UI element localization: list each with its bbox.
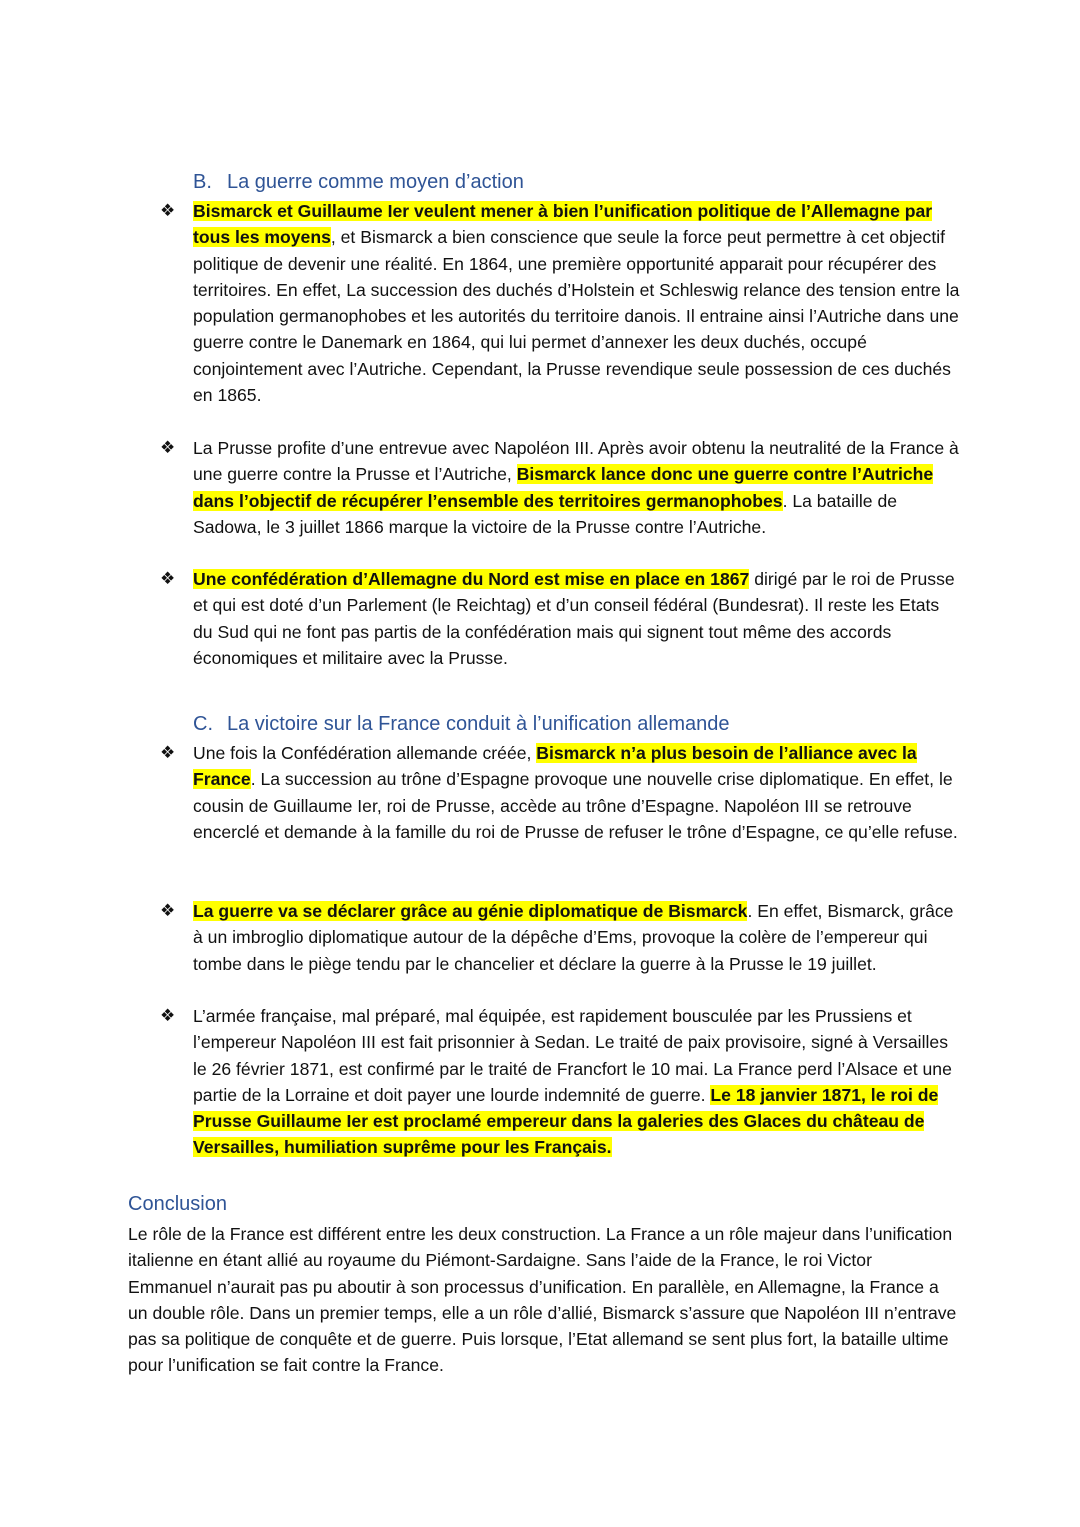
- diamond-bullet-icon: ❖: [160, 569, 176, 588]
- bullet-text: [193, 566, 960, 671]
- body-text: Une fois la Confédération allemande créée,: [193, 743, 537, 763]
- body-text: L’armée française, mal préparé, mal équipée, est rapidement bousculée par les Prussiens et l’empereur Napoléon III est fait prisonnier à Sedan. Le traité de paix provisoire, signé à Versailles le 26 février 1871, est confirmé par le traité de Francfort le 10 mai. La France perd l’Alsace et une partie de la Lorraine et doit payer une lourde indemnité de guerre.: [193, 1006, 952, 1105]
- bullet-item: [160, 566, 960, 671]
- conclusion-paragraph: Le rôle de la France est différent entre les deux construction. La France a un rôle majeur dans l’unification italienne en étant allié au royaume du Piémont-Sardaigne. Sans l’aide de la France, le roi Victor Emmanuel n’aurait pas pu aboutir à son processus d’unification. En parallèle, en Allemagne, la France a un double rôle. Dans un premier temps, elle a un rôle d’allié, Bismarck s’assure que Napoléon III n’entrave pas sa politique de conquête et de guerre. Puis lorsque, l’Etat allemand se sent plus fort, la bataille ultime pour l’unification se fait contre la France.: [128, 1224, 957, 1376]
- bullet-text: [193, 898, 960, 977]
- highlighted-text: Le 18 janvier 1871, le roi de Prusse Guillaume Ier est proclamé empereur dans la galeries des Glaces du château de Versailles, humiliation suprême pour les Français.: [193, 1084, 939, 1158]
- highlighted-text: Une confédération d’Allemagne du Nord est mise en place en 1867: [193, 569, 750, 589]
- bullet-text: [193, 198, 960, 408]
- conclusion-heading: Conclusion: [128, 1193, 227, 1215]
- diamond-bullet-icon: ❖: [160, 438, 176, 457]
- bullet-item: [160, 898, 960, 977]
- section-c-heading: [193, 713, 730, 736]
- diamond-bullet-icon: ❖: [160, 201, 176, 220]
- body-text: . La bataille de Sadowa, le 3 juillet 1866 marque la victoire de la Prusse contre l’Autriche.: [193, 490, 898, 537]
- section-b-title: La guerre comme moyen d’action: [227, 171, 524, 193]
- section-c-letter: C.: [193, 713, 213, 735]
- bullet-text: [193, 1003, 960, 1161]
- bullet-item: [160, 740, 960, 845]
- diamond-bullet-icon: ❖: [160, 1006, 176, 1025]
- highlighted-text: Bismarck et Guillaume Ier veulent mener à bien l’unification politique de l’Allemagne par tous les moyens: [193, 201, 933, 248]
- diamond-bullet-icon: ❖: [160, 901, 176, 920]
- bullet-text: [193, 740, 960, 845]
- diamond-bullet-icon: ❖: [160, 743, 176, 762]
- highlighted-text: Bismarck lance donc une guerre contre l’Autriche dans l’objectif de récupérer l’ensemble des territoires germanophobes: [193, 464, 934, 511]
- bullet-text: [193, 435, 960, 540]
- bullet-item: [160, 1003, 960, 1161]
- body-text: . En effet, Bismarck, grâce à un imbroglio diplomatique autour de la dépêche d’Ems, provoque la colère de l’empereur qui tombe dans le piège tendu par le chancelier et déclare la guerre à la Prusse le 19 juillet.: [193, 901, 954, 974]
- body-text: . La succession au trône d’Espagne provoque une nouvelle crise diplomatique. En effet, le cousin de Guillaume Ier, roi de Prusse, accède au trône d’Espagne. Napoléon III se retrouve encerclé et demande à la famille du roi de Prusse de refuser le trône d’Espagne, ce qu’elle refuse.: [193, 769, 958, 842]
- body-text: La Prusse profite d’une entrevue avec Napoléon III. Après avoir obtenu la neutralité de la France à une guerre contre la Prusse et l’Autriche,: [193, 438, 959, 485]
- body-text: , et Bismarck a bien conscience que seule la force peut permettre à cet objectif politique de devenir une réalité. En 1864, une première opportunité apparait pour récupérer des territoires. En effet, La succession des duchés d’Holstein et Schleswig relance des tension entre la population germanophobes et les autorités du territoire danois. Il entraine ainsi l’Autriche dans une guerre contre le Danemark en 1864, qui lui permet d’annexer les deux duchés, occupé conjointement avec l’Autriche. Cependant, la Prusse revendique seule possession de ces duchés en 1865.: [193, 227, 960, 406]
- bullet-item: [160, 435, 960, 540]
- highlighted-text: La guerre va se déclarer grâce au génie diplomatique de Bismarck: [193, 901, 748, 921]
- body-text: dirigé par le roi de Prusse et qui est doté d’un Parlement (le Reichtag) et d’un conseil fédéral (Bundesrat). Il reste les Etats du Sud qui ne font pas partis de la confédération mais qui signent tout même des accords économiques et militaire avec la Prusse.: [193, 569, 955, 668]
- section-c-title: La victoire sur la France conduit à l’unification allemande: [227, 713, 730, 735]
- section-b-letter: B.: [193, 171, 212, 193]
- highlighted-text: Bismarck n’a plus besoin de l’alliance avec la France: [193, 743, 917, 790]
- bullet-item: [160, 198, 960, 408]
- section-b-heading: [193, 171, 524, 194]
